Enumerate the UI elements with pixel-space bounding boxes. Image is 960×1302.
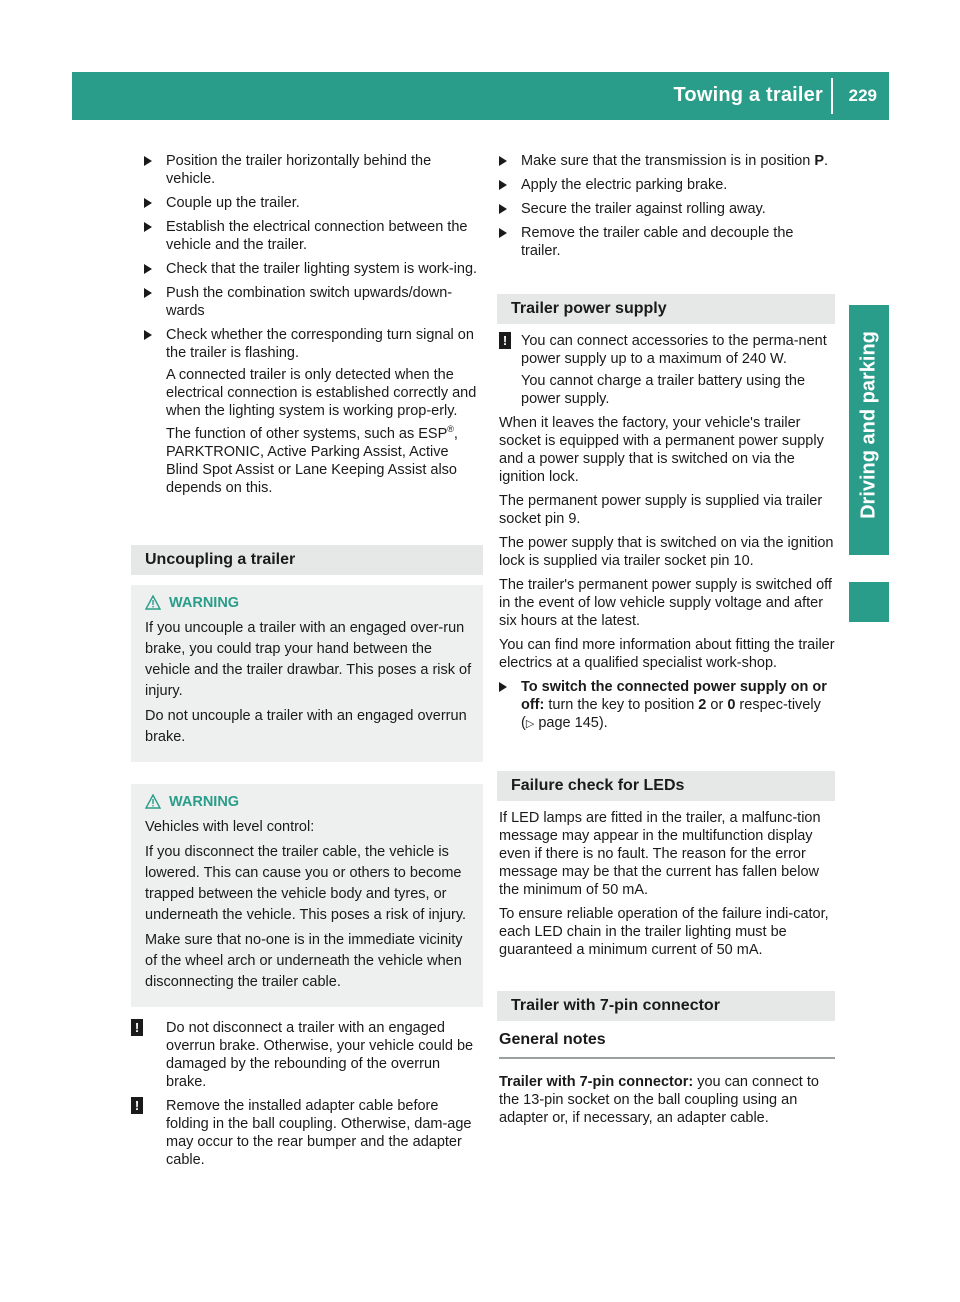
chapter-title: Towing a trailer (673, 84, 823, 106)
page-reference[interactable]: page 145). (534, 715, 608, 731)
step-arrow-icon (144, 198, 152, 208)
step-arrow-icon (499, 156, 507, 166)
section-heading-led: Failure check for LEDs (497, 771, 835, 801)
step-arrow-icon (144, 222, 152, 232)
step-arrow-icon (499, 228, 507, 238)
step-arrow-icon (144, 330, 152, 340)
paragraph: The power supply that is switched on via the ignition lock is supplied via trailer socket pin 10. (499, 535, 834, 569)
paragraph: To ensure reliable operation of the failure indi-cator, each LED chain in the trailer lighting must be guaranteed a minimum current of 50 mA. (499, 906, 829, 958)
step-arrow-icon (499, 180, 507, 190)
warning-triangle-icon (145, 595, 161, 610)
notice: ! Do not disconnect a trailer with an engaged overrun brake. Otherwise, your vehicle could be damaged by the rebounding of the overrun brake. (131, 1019, 482, 1091)
step-arrow-icon (144, 264, 152, 274)
step-item: Couple up the trailer. (144, 194, 482, 212)
warning-box (131, 784, 483, 1007)
page-number: 229 (848, 86, 877, 105)
warning-box (131, 585, 483, 762)
paragraph: If LED lamps are fitted in the trailer, a malfunc-tion message may appear in the multifunction display even if there is no fault. The reason for the error message may be that the current has fallen below the minimum of 50 mA. (499, 810, 821, 898)
warning-text: Make sure that no-one is in the immediate vicinity of the wheel arch or underneath the vehicle when disconnecting the trailer cable. (145, 931, 463, 990)
subsection-heading: General notes (499, 1031, 835, 1059)
warning-text: Do not uncouple a trailer with an engaged overrun brake. (145, 707, 467, 745)
warning-title: WARNING (145, 792, 473, 813)
step-item: Apply the electric parking brake. (499, 176, 835, 194)
side-tab (849, 305, 889, 555)
paragraph: The trailer's permanent power supply is switched off in the event of low vehicle supply voltage and after six hours at the latest. (499, 577, 832, 629)
step-item: To switch the connected power supply on or off: turn the key to position 2 or 0 respec-tively (▷ page 145). (499, 678, 835, 733)
paragraph: When it leaves the factory, your vehicle's trailer socket is equipped with a permanent power supply and a power supply that is switched on via the ignition lock. (499, 415, 824, 485)
step-note: A connected trailer is only detected when the electrical connection is established correctly and when the lighting system is working prop-erly. The function of other systems, such as ESP®, PARKTRONIC, Active Parking Assist, Active Blind Spot Assist or Lane Keeping Assist also depends on this. (166, 367, 477, 496)
paragraph: The permanent power supply is supplied via trailer socket pin 9. (499, 493, 823, 527)
page-ref-arrow-icon: ▷ (525, 718, 535, 730)
exclamation-icon: ! (131, 1097, 143, 1114)
step-arrow-icon (144, 288, 152, 298)
warning-text: Vehicles with level control: (145, 818, 315, 835)
exclamation-icon: ! (499, 332, 511, 349)
warning-text: If you disconnect the trailer cable, the vehicle is lowered. This can cause you or others to become trapped between the vehicle body and tyres, or underneath the vehicle. This poses a risk of injury. (145, 843, 467, 923)
paragraph: You can find more information about fitting the trailer electrics at a qualified specialist work-shop. (499, 637, 835, 671)
header-divider (831, 78, 833, 114)
step-arrow-icon (144, 156, 152, 166)
step-item: Check that the trailer lighting system is work-ing. (144, 260, 482, 278)
step-item: Establish the electrical connection between the vehicle and the trailer. (144, 218, 482, 254)
section-heading-power: Trailer power supply (497, 294, 835, 324)
step-item: Check whether the corresponding turn signal on the trailer is flashing. (144, 326, 482, 362)
step-item: Position the trailer horizontally behind the vehicle. (144, 152, 482, 188)
side-tab-block (849, 582, 889, 622)
step-item: Secure the trailer against rolling away. (499, 200, 835, 218)
notice: ! You can connect accessories to the perma-nent power supply up to a maximum of 240 W. You cannot charge a trailer battery using the power supply. (499, 332, 835, 408)
section-heading-uncoupling: Uncoupling a trailer (131, 545, 483, 575)
section-heading-7pin: Trailer with 7-pin connector (497, 991, 835, 1021)
warning-text: If you uncouple a trailer with an engaged over-run brake, you could trap your hand between the vehicle and the trailer drawbar. This poses a risk of injury. (145, 619, 472, 699)
step-item: Remove the trailer cable and decouple the trailer. (499, 224, 835, 260)
side-tab-label: Driving and parking (857, 331, 880, 519)
paragraph: Trailer with 7-pin connector: you can connect to the 13-pin socket on the ball coupling using an adapter or, if necessary, an adapter cable. (499, 1074, 819, 1126)
step-item: Push the combination switch upwards/down-wards (144, 284, 482, 320)
step-arrow-icon (499, 682, 507, 692)
warning-triangle-icon (145, 794, 161, 809)
step-arrow-icon (499, 204, 507, 214)
header-bar (72, 72, 889, 120)
left-column (134, 152, 482, 1175)
right-column (499, 152, 835, 1133)
step-item: Make sure that the transmission is in position P. (499, 152, 835, 170)
exclamation-icon: ! (131, 1019, 143, 1036)
warning-title: WARNING (145, 593, 473, 614)
notice: ! Remove the installed adapter cable before folding in the ball coupling. Otherwise, dam-age may occur to the rear bumper and the adapter cable. (131, 1097, 482, 1169)
